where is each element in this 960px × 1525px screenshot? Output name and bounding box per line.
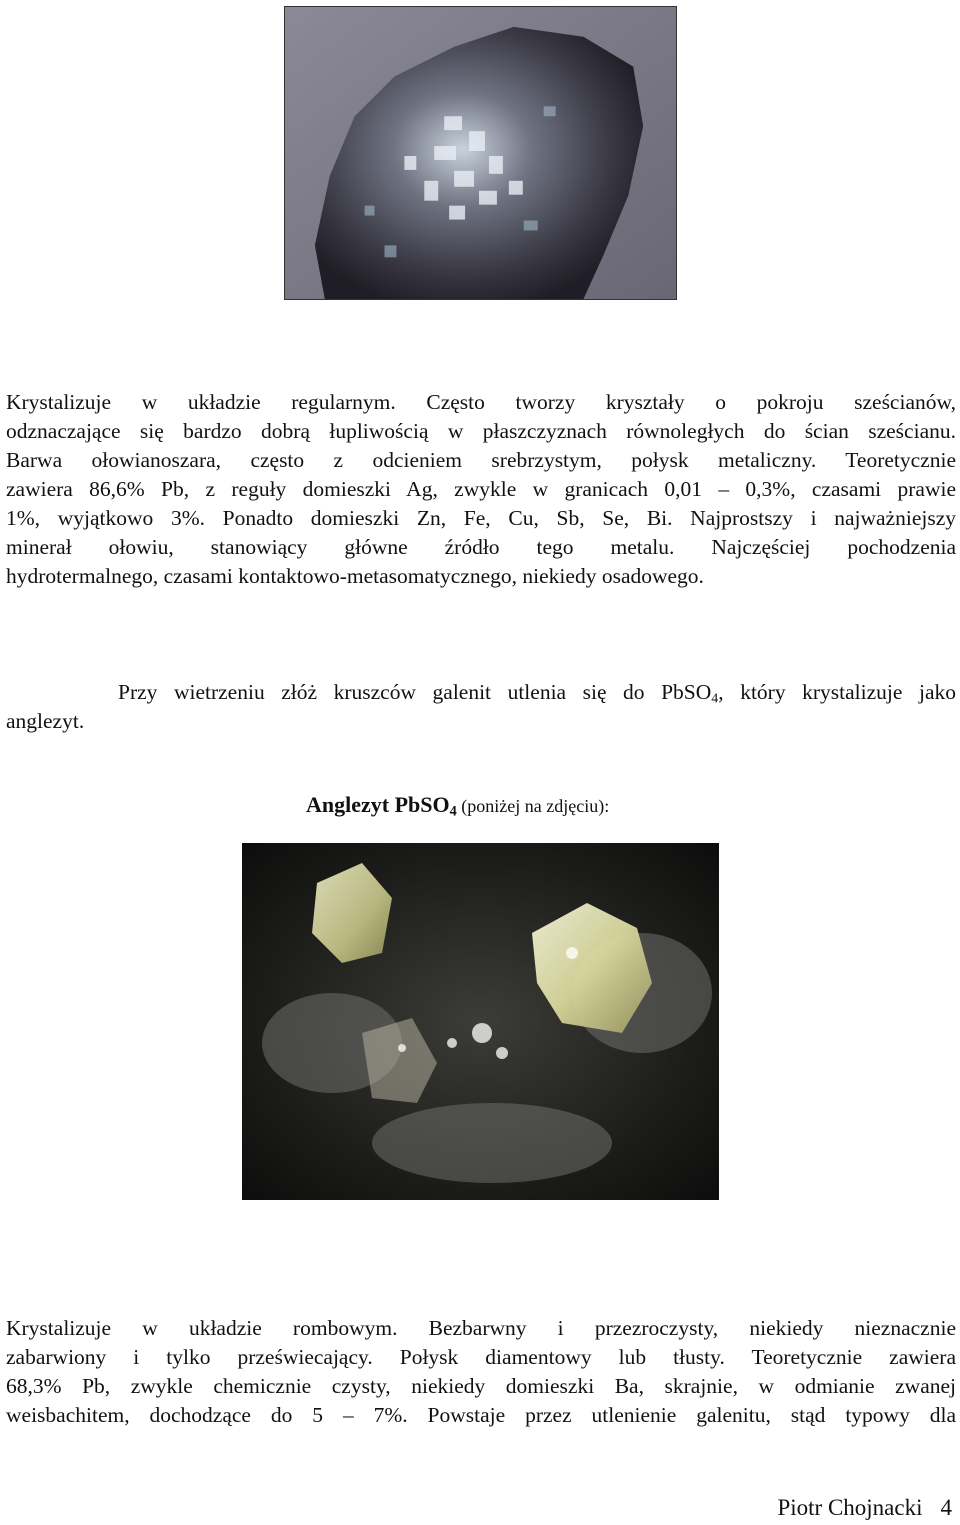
text-line: odznaczające się bardzo dobrą łupliwością w płaszczyznach równoległych do ścian sześcianu. (6, 419, 956, 443)
text-line: hydrotermalnego, czasami kontaktowo-metasomatycznego, niekiedy osadowego. (6, 564, 704, 588)
weathering-text-line1: Przy wietrzeniu złóż kruszców galenit utlenia się do PbSO$_4$, który krystalizuje jako (118, 680, 956, 707)
text-line: minerał ołowiu, stanowiący główne źródło tego metalu. Najczęściej pochodzenia (6, 535, 956, 559)
text-line: Barwa ołowianoszara, często z odcieniem srebrzystym, połysk metaliczny. Teoretycznie (6, 448, 956, 472)
page-number: 4 (940, 1495, 952, 1520)
weathering-text-line2: anglezyt. (6, 709, 85, 733)
text-line: zawiera 86,6% Pb, z reguły domieszki Ag, zwykle w granicach 0,01 – 0,3%, czasami prawie (6, 477, 956, 501)
text-line: Krystalizuje w układzie regularnym. Często tworzy kryształy o pokroju sześcianów, (6, 390, 956, 414)
page-footer (777, 1495, 952, 1521)
author-name: Piotr Chojnacki (777, 1495, 923, 1520)
anglesite-photo (242, 843, 719, 1200)
text-line: 1%, wyjątkowo 3%. Ponadto domieszki Zn, Fe, Cu, Sb, Se, Bi. Najprostszy i najważniejszy (6, 506, 956, 530)
text-line: weisbachitem, dochodzące do 5 – 7%. Powstaje przez utlenienie galenitu, stąd typowy dla (6, 1403, 956, 1427)
galena-description (6, 388, 956, 591)
text-line: zabarwiony i tylko przeświecający. Połysk diamentowy lub tłusty. Teoretycznie zawiera (6, 1345, 956, 1369)
text-line: Krystalizuje w układzie rombowym. Bezbarwny i przezroczysty, niekiedy nieznacznie (6, 1316, 956, 1340)
anglesite-description (6, 1314, 956, 1430)
galena-photo (284, 6, 677, 300)
text-line: 68,3% Pb, zwykle chemicznie czysty, niekiedy domieszki Ba, skrajnie, w odmianie zwanej (6, 1374, 956, 1398)
anglesite-caption: Anglezyt PbSO$_4$ (poniżej na zdjęciu): (306, 792, 610, 820)
